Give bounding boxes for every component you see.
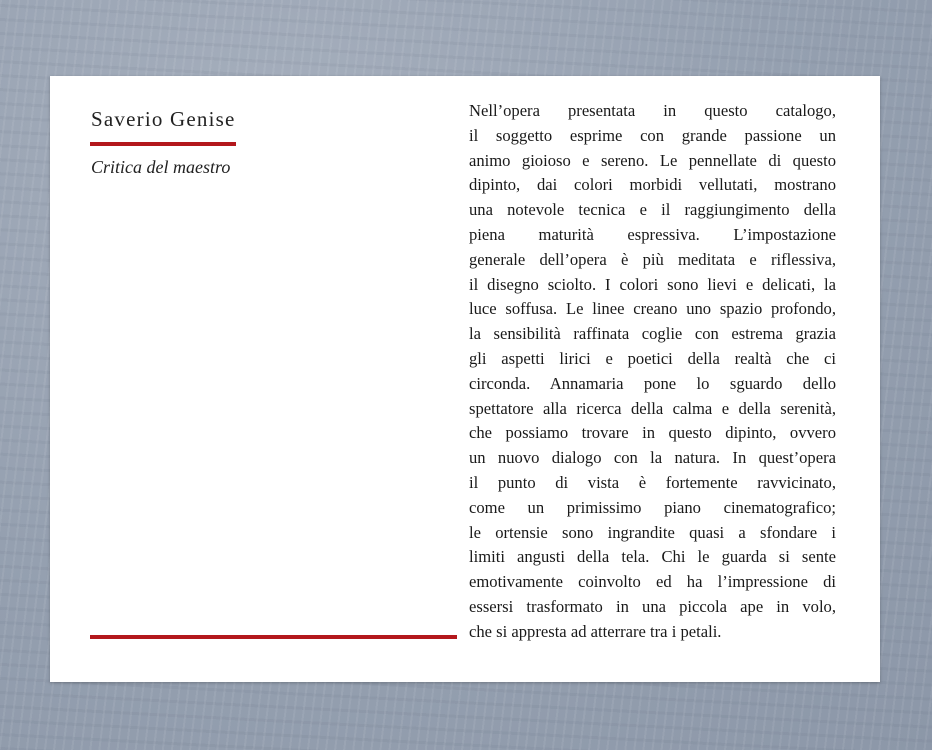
author-name: Saverio Genise [91,107,236,131]
text-line: la sensibilità raffinata coglie con estrema grazia [469,324,836,344]
section-subtitle: Critica del maestro [91,157,231,177]
critique-text [469,99,836,645]
text-line: che possiamo trovare in questo dipinto, ovvero [469,423,836,443]
text-line: il soggetto esprime con grande passione un [469,125,836,145]
text-line: le ortensie sono ingrandite quasi a sfondare i [469,522,836,542]
red-rule-top [90,142,236,146]
text-line: limiti angusti della tela. Chi le guarda si sente [469,547,836,567]
text-line: un nuovo dialogo con la natura. In quest’opera [469,448,836,468]
red-rule-bottom [90,635,457,639]
text-line: una notevole tecnica e il raggiungimento della [469,200,836,220]
catalog-page [50,76,880,682]
text-line: che si appresta ad atterrare tra i petali. [469,621,722,641]
text-line: Nell’opera presentata in questo catalogo, [469,101,836,120]
text-line: luce soffusa. Le linee creano uno spazio profondo, [469,299,836,319]
text-line: essersi trasformato in una piccola ape in volo, [469,596,836,616]
text-line: gli aspetti lirici e poetici della realtà che ci [469,348,836,368]
text-line: dipinto, dai colori morbidi vellutati, mostrano [469,175,836,195]
text-line: come un primissimo piano cinematografico; [469,497,836,517]
text-line: generale dell’opera è più meditata e riflessiva, [469,249,836,269]
text-line: spettatore alla ricerca della calma e della serenità, [469,398,836,418]
text-line: circonda. Annamaria pone lo sguardo dello [469,373,836,393]
text-line: il disegno sciolto. I colori sono lievi e delicati, la [469,274,836,294]
text-line: emotivamente coinvolto ed ha l’impressione di [469,572,836,592]
text-line: animo gioioso e sereno. Le pennellate di questo [469,150,836,170]
text-line: piena maturità espressiva. L’impostazione [469,224,836,244]
text-line: il punto di vista è fortemente ravvicinato, [469,472,836,492]
